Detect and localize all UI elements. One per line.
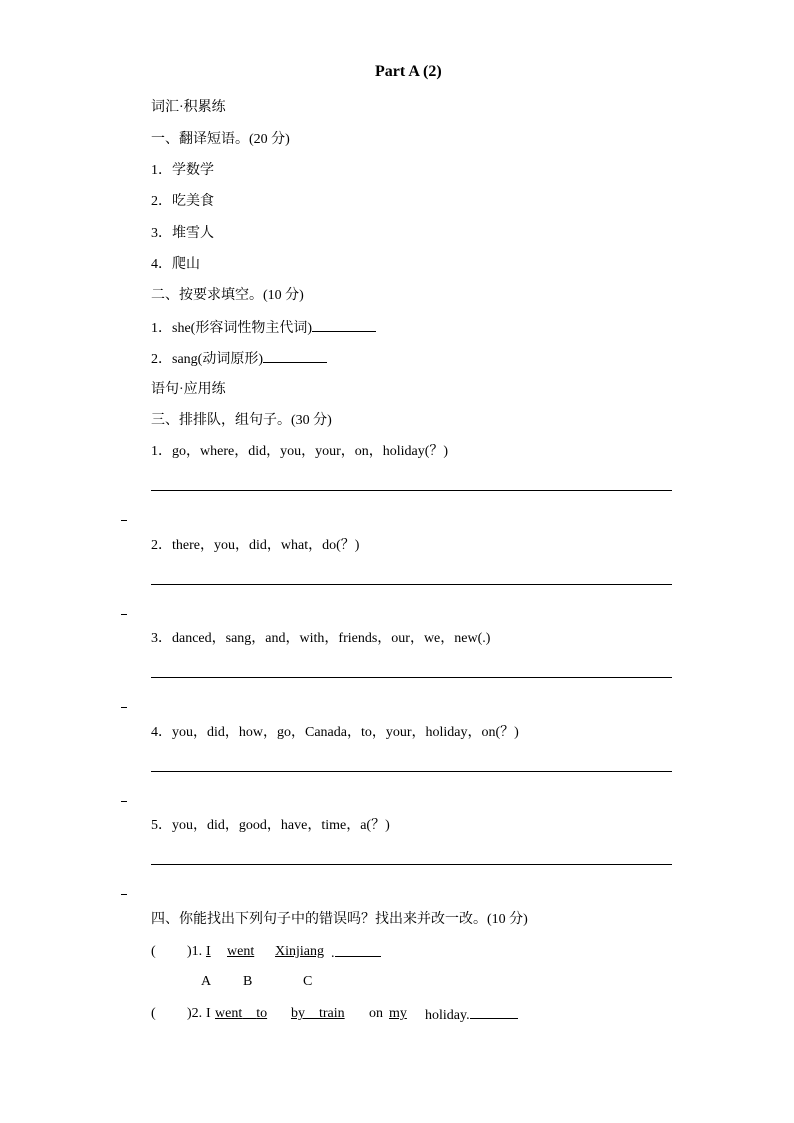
q1-item-2: 2．吃美食	[151, 194, 214, 209]
q4-item2-word-1: I	[206, 1006, 211, 1021]
q2-heading: 二、按要求填空。(10 分)	[151, 288, 304, 303]
q4-item2-word-to: to	[256, 1006, 268, 1021]
q1-item-3: 3．堆雪人	[151, 226, 214, 241]
q4-label-a: A	[201, 974, 212, 989]
q4-item2-gap-1	[242, 1006, 256, 1021]
q3-item-5: 5．you，did，good，have，time，a(？)	[151, 818, 390, 833]
q4-item2-phrase-a	[215, 1004, 267, 1024]
line-mark-1	[121, 520, 127, 521]
q4-item2-word-went: went	[215, 1006, 243, 1021]
page-title: Part A (2)	[375, 63, 442, 80]
q1-heading: 一、翻译短语。(20 分)	[151, 132, 290, 147]
q4-item1-period: .	[331, 946, 335, 961]
q1-item-1: 1．学数学	[151, 163, 214, 178]
q3-item-2: 2．there，you，did，what，do(？)	[151, 538, 360, 553]
q2-item-2	[151, 348, 327, 370]
answer-line-4[interactable]	[151, 771, 672, 772]
q4-item2-word-on: on	[369, 1006, 383, 1021]
q2-item-1-text: 1．she(形容词性物主代词)	[151, 321, 312, 336]
q2-item-2-text: 2．sang(动词原形)	[151, 352, 263, 367]
q4-item1-number: )1.	[187, 944, 203, 959]
q4-item2-word-my: my	[389, 1006, 407, 1021]
q4-heading: 四、你能找出下列句子中的错误吗？找出来并改一改。(10 分)	[151, 912, 528, 927]
q4-item1-word-a: I	[206, 944, 211, 959]
q4-item1-end	[331, 942, 381, 964]
q4-item1-open-paren: (	[151, 944, 156, 959]
q2-blank-2[interactable]	[263, 348, 327, 363]
q4-item2-open-paren: (	[151, 1006, 156, 1021]
line-mark-5	[121, 894, 127, 895]
q4-item2-gap-2	[305, 1006, 319, 1021]
q2-item-1	[151, 317, 376, 339]
q2-blank-1[interactable]	[312, 317, 376, 332]
q4-item2-end	[425, 1004, 518, 1026]
q3-item-3: 3．danced，sang，and，with，friends，our，we，new(.)	[151, 631, 491, 646]
section-sentence: 语句·应用练	[151, 382, 226, 397]
q3-item-4: 4．you，did，how，go，Canada，to，your，holiday，on(？)	[151, 725, 519, 740]
q4-item2-number: )2.	[187, 1006, 203, 1021]
q4-item2-word-train: train	[319, 1006, 345, 1021]
line-mark-4	[121, 801, 127, 802]
answer-line-1[interactable]	[151, 490, 672, 491]
answer-line-3[interactable]	[151, 677, 672, 678]
line-mark-3	[121, 707, 127, 708]
answer-line-2[interactable]	[151, 584, 672, 585]
q4-item2-phrase-b	[291, 1004, 345, 1024]
q3-heading: 三、排排队，组句子。(30 分)	[151, 413, 332, 428]
q4-item2-word-by: by	[291, 1006, 305, 1021]
line-mark-2	[121, 614, 127, 615]
q4-item2-word-holiday: holiday.	[425, 1008, 470, 1023]
q4-item1-word-b: went	[227, 944, 255, 959]
q4-blank-2[interactable]	[470, 1004, 518, 1019]
section-vocab: 词汇·积累练	[151, 100, 226, 115]
answer-line-5[interactable]	[151, 864, 672, 865]
q3-item-1: 1．go，where，did，you，your，on，holiday(？)	[151, 444, 449, 459]
q4-label-c: C	[303, 974, 313, 989]
q1-item-4: 4．爬山	[151, 257, 200, 272]
q4-label-b: B	[243, 974, 253, 989]
q4-blank-1[interactable]	[335, 942, 381, 957]
q4-item1-word-c: Xinjiang	[275, 944, 324, 959]
